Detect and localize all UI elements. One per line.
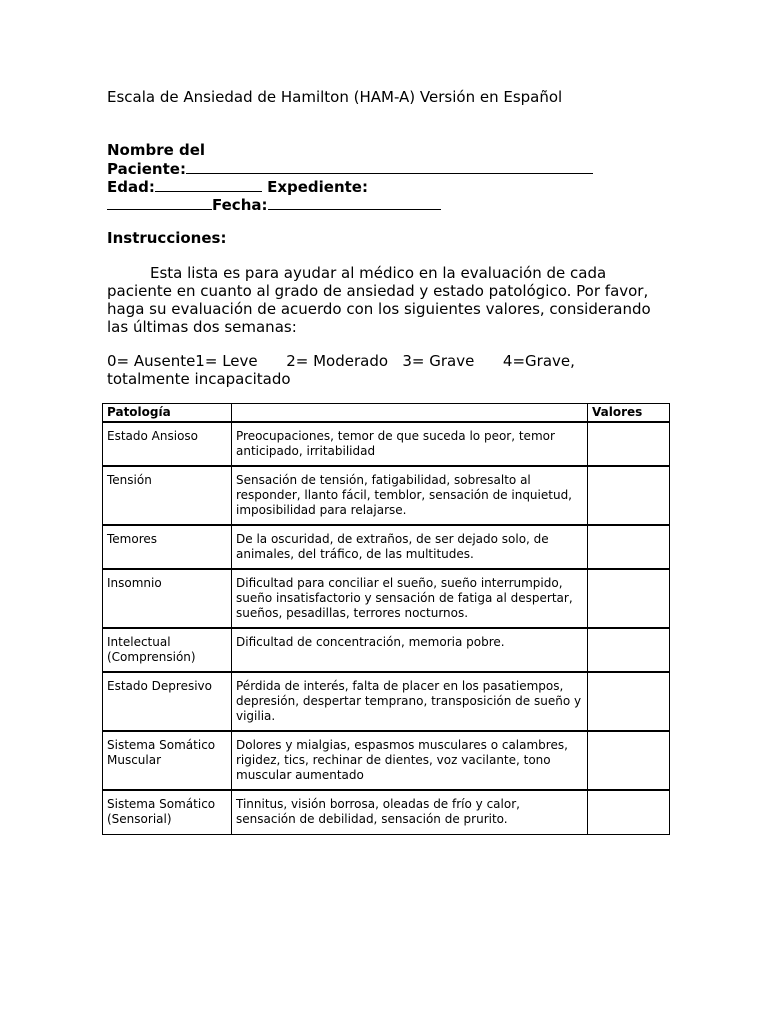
instructions-heading: Instrucciones: bbox=[107, 229, 227, 247]
table-row bbox=[103, 569, 670, 628]
expediente-label: Expediente: bbox=[267, 178, 368, 196]
patient-form bbox=[107, 141, 593, 213]
fecha-label: Fecha: bbox=[212, 196, 268, 214]
document-title: Escala de Ansiedad de Hamilton (HAM-A) Versión en Español bbox=[107, 88, 563, 106]
description-cell: Dificultad de concentración, memoria pobre. bbox=[232, 628, 588, 672]
edad-label: Edad: bbox=[107, 178, 155, 196]
ham-a-table bbox=[102, 403, 670, 835]
table-row bbox=[103, 731, 670, 790]
value-cell[interactable] bbox=[588, 569, 670, 628]
description-cell: De la oscuridad, de extraños, de ser dejado solo, de animales, del tráfico, de las multitudes. bbox=[232, 525, 588, 569]
description-cell: Preocupaciones, temor de que suceda lo peor, temor anticipado, irritabilidad bbox=[232, 422, 588, 466]
header-valores: Valores bbox=[588, 404, 670, 423]
paciente-field[interactable] bbox=[186, 159, 593, 174]
scale-line-2: totalmente incapacitado bbox=[107, 370, 291, 388]
pathology-cell: Sistema Somático Muscular bbox=[103, 731, 232, 790]
fecha-line bbox=[107, 195, 593, 213]
paciente-label: Paciente: bbox=[107, 160, 186, 178]
description-cell: Dolores y mialgias, espasmos musculares o calambres, rigidez, tics, rechinar de dientes, voz vacilante, tono muscular aumentado bbox=[232, 731, 588, 790]
pathology-cell: Tensión bbox=[103, 466, 232, 525]
edad-field[interactable] bbox=[155, 177, 262, 192]
expediente-field[interactable] bbox=[107, 195, 212, 210]
pathology-cell: Estado Ansioso bbox=[103, 422, 232, 466]
value-cell[interactable] bbox=[588, 672, 670, 731]
description-cell: Tinnitus, visión borrosa, oleadas de frío y calor, sensación de debilidad, sensación de prurito. bbox=[232, 790, 588, 834]
pathology-cell: Sistema Somático (Sensorial) bbox=[103, 790, 232, 834]
value-cell[interactable] bbox=[588, 628, 670, 672]
instructions-paragraph bbox=[107, 264, 667, 336]
value-cell[interactable] bbox=[588, 466, 670, 525]
nombre-label: Nombre del bbox=[107, 141, 206, 159]
description-cell: Pérdida de interés, falta de placer en los pasatiempos, depresión, despertar temprano, transposición de sueño y vigilia. bbox=[232, 672, 588, 731]
pathology-cell: Intelectual (Comprensión) bbox=[103, 628, 232, 672]
value-cell[interactable] bbox=[588, 422, 670, 466]
description-cell: Sensación de tensión, fatigabilidad, sobresalto al responder, llanto fácil, temblor, sensación de inquietud, imposibilidad para relajarse. bbox=[232, 466, 588, 525]
table-header-row bbox=[103, 404, 670, 423]
description-cell: Dificultad para conciliar el sueño, sueño interrumpido, sueño insatisfactorio y sensación de fatiga al despertar, sueños, pesadillas, terrores nocturnos. bbox=[232, 569, 588, 628]
paciente-line bbox=[107, 159, 593, 177]
table-row bbox=[103, 525, 670, 569]
table-row bbox=[103, 466, 670, 525]
fecha-field[interactable] bbox=[268, 195, 441, 210]
edad-line bbox=[107, 177, 593, 195]
rating-scale bbox=[107, 352, 667, 388]
header-patologia: Patología bbox=[103, 404, 232, 423]
value-cell[interactable] bbox=[588, 790, 670, 834]
header-description bbox=[232, 404, 588, 423]
instructions-text: Esta lista es para ayudar al médico en la evaluación de cada paciente en cuanto al grado de ansiedad y estado patológico. Por favor, haga su evaluación de acuerdo con los siguientes valores, considerando las últimas dos semanas: bbox=[107, 264, 651, 336]
pathology-cell: Insomnio bbox=[103, 569, 232, 628]
scale-line-1: 0= Ausente1= Leve 2= Moderado 3= Grave 4=Grave, bbox=[107, 352, 575, 370]
table-row bbox=[103, 672, 670, 731]
table-row bbox=[103, 422, 670, 466]
pathology-cell: Estado Depresivo bbox=[103, 672, 232, 731]
table-row bbox=[103, 790, 670, 834]
nombre-line bbox=[107, 141, 593, 159]
value-cell[interactable] bbox=[588, 731, 670, 790]
value-cell[interactable] bbox=[588, 525, 670, 569]
table-row bbox=[103, 628, 670, 672]
pathology-cell: Temores bbox=[103, 525, 232, 569]
